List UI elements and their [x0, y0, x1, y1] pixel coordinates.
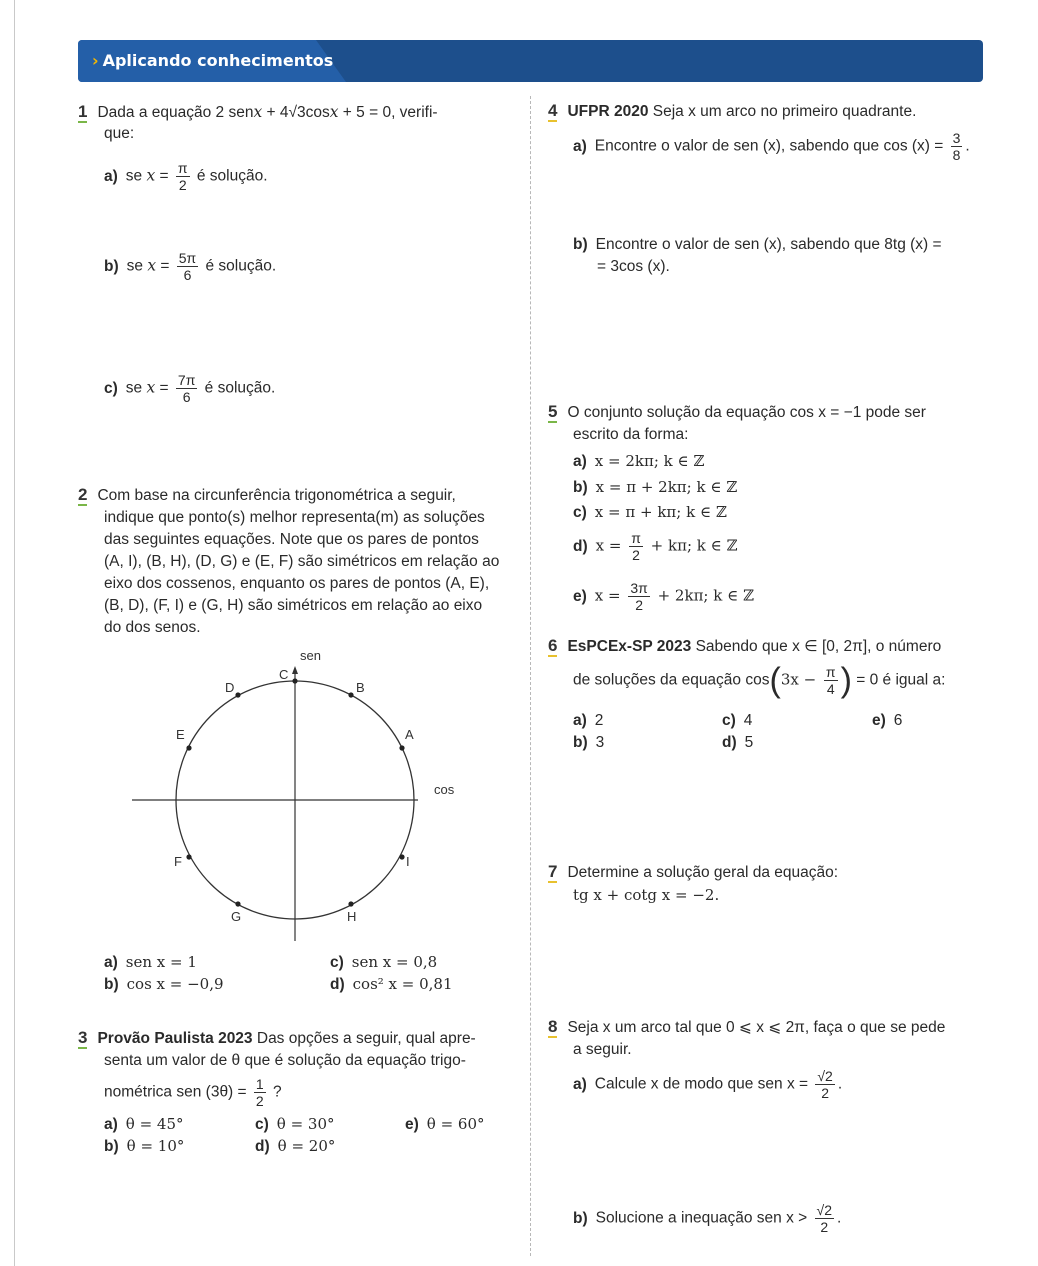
point-d	[235, 692, 240, 697]
q3-option-d: d) θ = 20°	[255, 1137, 336, 1155]
question-number: 4	[548, 101, 558, 120]
label-h: H	[347, 909, 357, 924]
q1-option-b: b) se x = $\frac{5\pi}{6}$ é solução.	[104, 250, 277, 283]
q5-option-a: a) x = 2kπ; k ∈ ℤ	[573, 452, 705, 470]
question-8: 8 Seja x um arco tal que 0 ⩽ x ⩽ 2π, faça o que se pede a seguir.	[548, 1017, 946, 1058]
q1-option-c: c) se x = $\frac{7\pi}{6}$ é solução.	[104, 372, 276, 405]
question-5: 5 O conjunto solução da equação cos x = −1 pode ser escrito da forma:	[548, 402, 926, 443]
q6-option-e: e) 6	[872, 712, 903, 729]
sen-axis-arrow	[292, 666, 298, 674]
section-title: › Aplicando conhecimentos	[92, 51, 334, 70]
point-c	[292, 678, 297, 683]
question-3: 3 Provão Paulista 2023 Das opções a seguir, qual apre- senta um valor de θ que é solução da equação trigo- nométrica sen (3θ) = $\frac{1}{2}$ ?	[78, 1028, 476, 1109]
q3-option-b: b) θ = 10°	[104, 1137, 185, 1155]
label-b: B	[356, 680, 365, 695]
q6-option-c: c) 4	[722, 712, 753, 729]
q4-item-b: b) Encontre o valor de sen (x), sabendo que 8tg (x) = = 3cos (x).	[573, 236, 942, 275]
question-1-continued: que:	[104, 125, 135, 142]
q8-item-b: b) Solucione a inequação sen x > $\frac{√2}{2}$ .	[573, 1202, 842, 1235]
q6-equation-line: de soluções da equação cos(3x − $\frac{\pi}{4}$ ) = 0 é igual a:	[573, 661, 946, 700]
question-7: 7 Determine a solução geral da equação: tg x + cotg x = −2.	[548, 862, 839, 904]
label-a: A	[405, 727, 414, 742]
q4-item-a: a) Encontre o valor de sen (x), sabendo que cos (x) = $\frac{3}{8}$ .	[573, 130, 970, 163]
label-g: G	[231, 909, 242, 924]
section-header	[78, 40, 983, 82]
axis-label-cos: cos	[434, 782, 455, 797]
q2-option-c: c) sen x = 0,8	[330, 953, 438, 971]
q3-option-e: e) θ = 60°	[405, 1115, 485, 1133]
q5-option-b: b) x = π + 2kπ; k ∈ ℤ	[573, 478, 738, 496]
question-number: 1	[78, 102, 88, 121]
q5-option-d: d) x = $\frac{\pi}{2}$ + kπ; k ∈ ℤ	[573, 530, 738, 563]
q5-option-e: e) x = $\frac{3\pi}{2}$ + 2kπ; k ∈ ℤ	[573, 580, 754, 613]
q6-option-b: b) 3	[573, 734, 605, 751]
q2-option-d: d) cos² x = 0,81	[330, 975, 453, 993]
q3-option-c: c) θ = 30°	[255, 1115, 335, 1133]
q2-option-b: b) cos x = −0,9	[104, 975, 224, 993]
page-border	[14, 0, 15, 1266]
q8-item-a: a) Calcule x de modo que sen x = $\frac{√2}{2}$ .	[573, 1068, 843, 1101]
label-f: F	[174, 854, 182, 869]
label-e: E	[176, 727, 185, 742]
q2-option-a: a) sen x = 1	[104, 953, 197, 971]
point-g	[235, 901, 240, 906]
label-i: I	[406, 854, 410, 869]
point-h	[348, 901, 353, 906]
q6-option-a: a) 2	[573, 712, 604, 729]
q3-option-a: a) θ = 45°	[104, 1115, 184, 1133]
q5-option-c: c) x = π + kπ; k ∈ ℤ	[573, 503, 727, 521]
q1-option-a: a) se x = $\frac{\pi}{2}$ é solução.	[104, 160, 268, 193]
point-f	[186, 854, 191, 859]
question-1: 1 Dada a equação 2 senx + 4√3cosx + 5 = 0, verifi-	[78, 102, 438, 121]
point-i	[399, 854, 404, 859]
label-d: D	[225, 680, 235, 695]
label-c: C	[279, 667, 289, 682]
point-e	[186, 745, 191, 750]
question-2: 2 Com base na circunferência trigonométrica a seguir, indique que ponto(s) melhor representa(m) as soluções das seguintes equações. Note que os pares de pontos (A, I), (B, H), (D, G) e (E, F) são simétricos em relação ao eixo dos cossenos, enquanto os pares de pontos (A, E), (B, D), (F, I) e (G, H) são simétricos em relação ao eixo do dos senos.	[78, 485, 500, 636]
question-number: 5	[548, 402, 558, 421]
point-b	[348, 692, 353, 697]
question-number: 2	[78, 485, 88, 504]
arrow-icon: ›	[92, 51, 99, 70]
point-a	[399, 745, 404, 750]
axis-label-sen: sen	[300, 648, 321, 663]
question-4: 4 UFPR 2020 Seja x um arco no primeiro quadrante.	[548, 101, 917, 120]
trig-circle-diagram	[128, 645, 468, 945]
question-number: 6	[548, 636, 558, 655]
question-number: 3	[78, 1028, 88, 1047]
column-divider	[530, 96, 531, 1256]
question-number: 8	[548, 1017, 558, 1036]
question-number: 7	[548, 862, 558, 881]
q6-option-d: d) 5	[722, 734, 754, 751]
question-6: 6 EsPCEx-SP 2023 Sabendo que x ∈ [0, 2π], o número	[548, 636, 942, 655]
